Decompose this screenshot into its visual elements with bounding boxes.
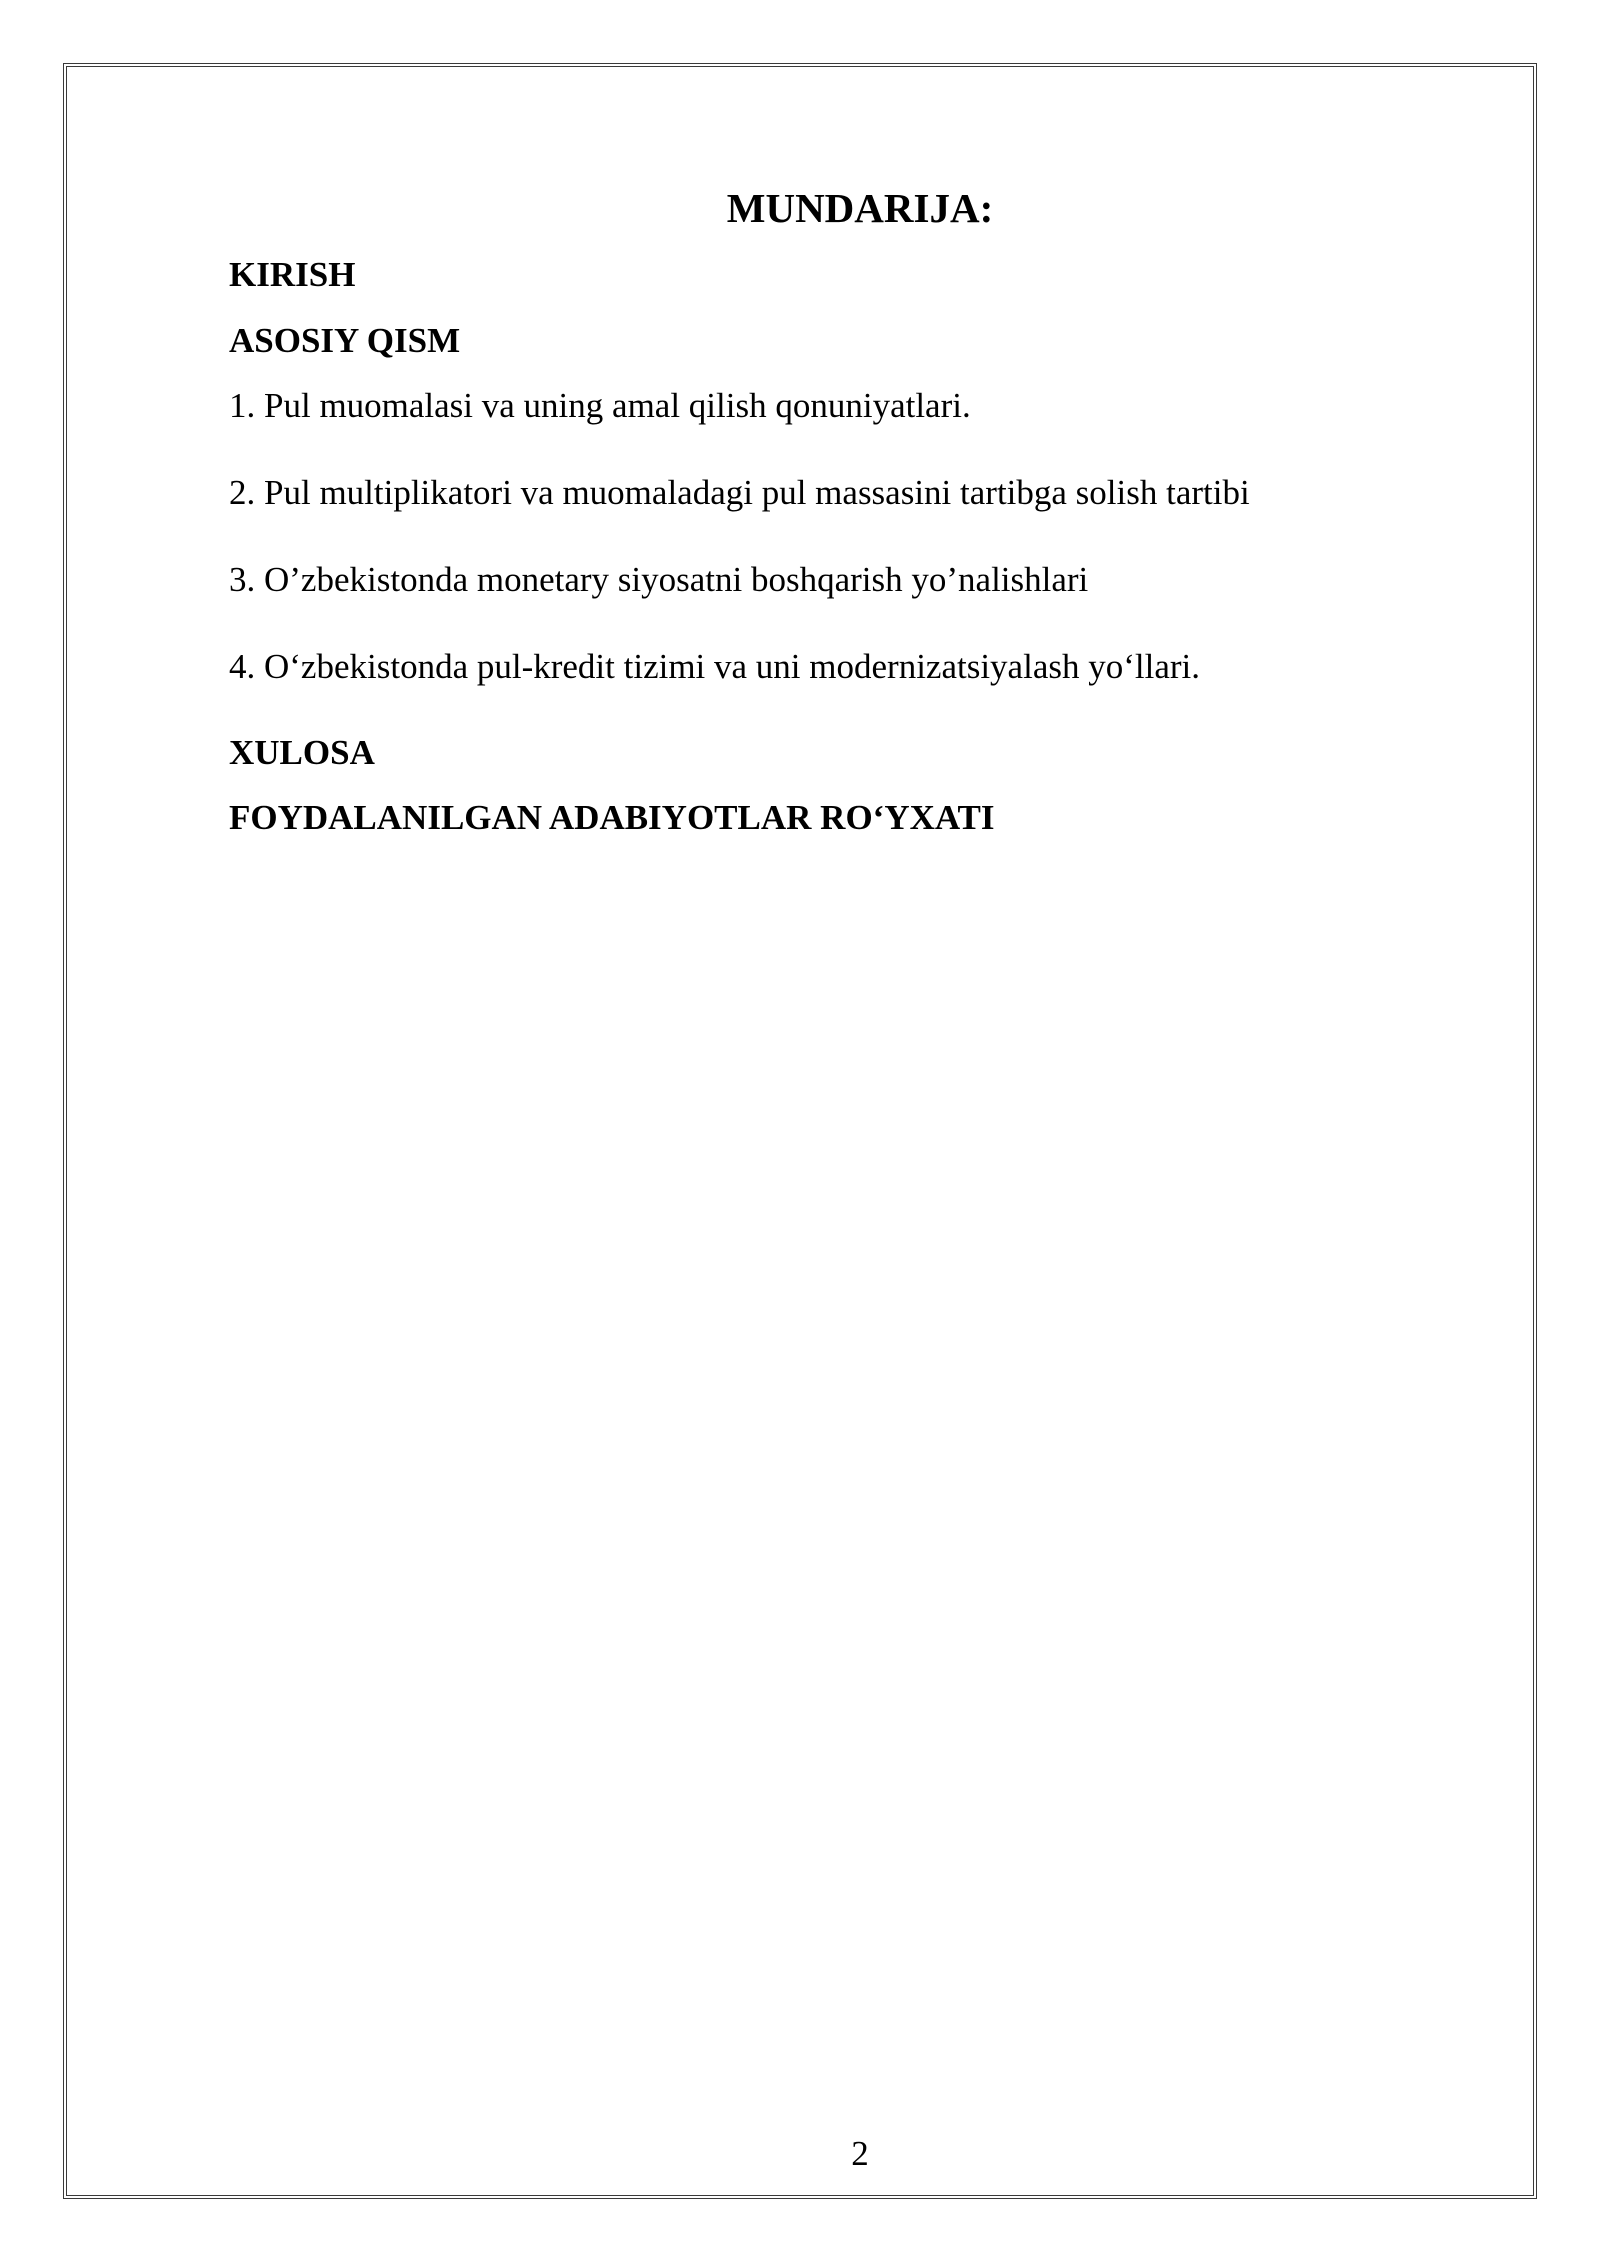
toc-title: MUNDARIJA: (726, 185, 994, 231)
toc-entry-asosiy-qism: ASOSIY QISM (229, 321, 461, 360)
toc-entry-4: 4. O‘zbekistonda pul-kredit tizimi va uni modernizatsiyalash yo‘llari. (229, 647, 1200, 686)
toc-entry-kirish: KIRISH (229, 255, 356, 294)
toc-entry-2: 2. Pul multiplikatori va muomaladagi pul massasini tartibga solish tartibi (229, 473, 1250, 512)
toc-entry-xulosa: XULOSA (229, 733, 375, 772)
toc-entry-1: 1. Pul muomalasi va uning amal qilish qonuniyatlari. (229, 386, 971, 425)
toc-entry-3: 3. O’zbekistonda monetary siyosatni boshqarish yo’nalishlari (229, 560, 1089, 599)
page-number: 2 (851, 2134, 869, 2173)
page-border (63, 63, 1537, 2199)
toc-entry-references: FOYDALANILGAN ADABIYOTLAR RO‘YXATI (229, 798, 995, 837)
